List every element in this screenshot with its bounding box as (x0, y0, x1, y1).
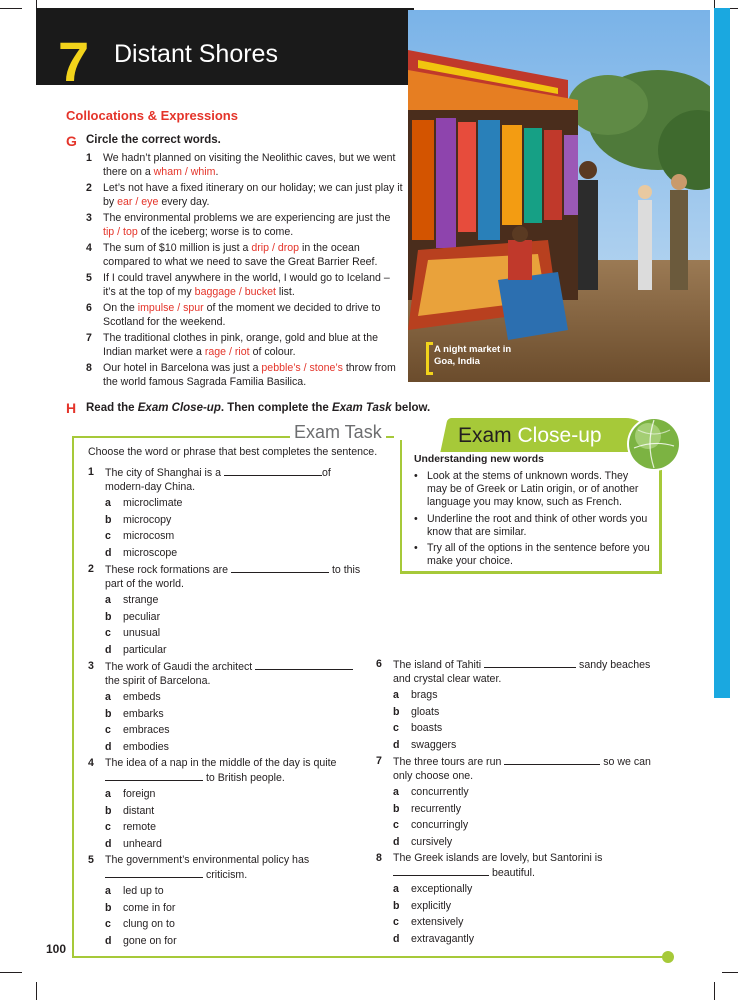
answer-option[interactable] (88, 708, 368, 722)
answer-option[interactable] (88, 902, 368, 916)
option-text: extensively (411, 916, 464, 928)
answer-option[interactable] (88, 627, 368, 641)
closeup-tip (414, 513, 650, 539)
bullet-icon: • (414, 470, 418, 482)
word-choice[interactable]: tip / top (103, 225, 138, 238)
bullet-icon: • (414, 542, 418, 555)
question-text: beautiful. (489, 866, 535, 879)
question-text: the spirit of Barcelona. (105, 674, 211, 687)
option-text: boasts (411, 722, 443, 734)
crop-mark (714, 982, 715, 1000)
option-letter: b (105, 901, 112, 914)
question-text: The work of Gaudi the architect (105, 661, 256, 673)
option-letter: a (105, 594, 111, 606)
instruction-ref: Exam Close-up (137, 402, 221, 414)
option-letter: b (105, 610, 112, 623)
option-letter: a (105, 691, 111, 703)
item-text: Our hotel in Barcelona was just a (103, 362, 262, 374)
crop-mark (0, 972, 22, 973)
answer-option[interactable] (88, 788, 368, 802)
option-letter: d (393, 738, 400, 751)
question-number: 1 (88, 466, 94, 478)
option-letter: d (105, 740, 112, 753)
option-letter: a (105, 788, 111, 800)
question-number: 5 (88, 854, 94, 866)
answer-option[interactable] (376, 739, 666, 753)
exam-task-intro: Choose the word or phrase that best completes the sentence. (88, 446, 378, 458)
question-text: The three tours are run (393, 756, 505, 768)
crop-mark (36, 982, 37, 1000)
answer-option[interactable] (376, 819, 666, 833)
question-text: The government’s environmental policy has (105, 854, 310, 866)
caption-bracket (426, 342, 433, 375)
answer-option[interactable] (88, 514, 368, 528)
question-stem (88, 854, 368, 882)
option-letter: c (393, 722, 399, 734)
answer-option[interactable] (88, 918, 368, 932)
answer-option[interactable] (88, 805, 368, 819)
answer-option[interactable] (88, 821, 368, 835)
exercise-g-instruction: Circle the correct words. (86, 134, 221, 146)
question-number: 3 (88, 660, 94, 672)
word-choice[interactable]: rage / riot (204, 345, 250, 358)
item-text: The traditional clothes in pink, orange, gold and blue at the Indian market were a (103, 332, 379, 358)
item-number: 7 (86, 332, 92, 344)
option-letter: c (105, 918, 111, 930)
answer-option[interactable] (376, 900, 666, 914)
closeup-title-text: Exam (458, 424, 518, 447)
answer-blank[interactable] (393, 866, 489, 876)
question-stem (376, 658, 666, 686)
question (88, 854, 368, 948)
option-text: cursively (411, 835, 453, 848)
item-text: We hadn’t planned on visiting the Neolithic caves, but we went there on a (103, 152, 396, 178)
answer-option[interactable] (376, 706, 666, 720)
option-letter: c (105, 821, 111, 833)
option-text: remote (123, 821, 156, 833)
item-number: 8 (86, 362, 92, 374)
option-text: unusual (123, 627, 161, 639)
question-stem (376, 755, 666, 783)
caption-line: Goa, India (434, 356, 480, 367)
option-text: concurringly (411, 819, 469, 831)
word-choice[interactable]: drip / drop (251, 242, 300, 254)
answer-option[interactable] (88, 885, 368, 899)
item-text: The sum of $10 million is just a (103, 242, 252, 254)
answer-option[interactable] (376, 803, 666, 817)
item-number: 6 (86, 302, 92, 314)
unit-number: 7 (58, 30, 88, 93)
option-letter: d (105, 837, 112, 850)
answer-option[interactable] (88, 691, 368, 705)
answer-option[interactable] (88, 611, 368, 625)
item-text: . (215, 165, 219, 178)
question-stem (376, 852, 666, 880)
exercise-h-instruction (86, 402, 430, 414)
question-number: 6 (376, 658, 382, 670)
item-text: The environmental problems we are experiencing are just the (103, 212, 391, 224)
answer-option[interactable] (88, 547, 368, 561)
option-text: explicitly (411, 899, 452, 912)
exam-task-frame (72, 956, 668, 958)
option-text: swaggers (411, 738, 457, 751)
option-text: particular (123, 643, 167, 656)
answer-option[interactable] (88, 644, 368, 658)
option-letter: a (393, 689, 399, 701)
option-text: unheard (123, 837, 162, 850)
option-text: embodies (123, 740, 169, 753)
item-text: every day. (158, 195, 210, 208)
option-letter: b (393, 705, 400, 718)
option-letter: d (393, 932, 400, 945)
answer-option[interactable] (88, 530, 368, 544)
item-number: 3 (86, 212, 92, 224)
option-text: led up to (123, 885, 164, 897)
answer-option[interactable] (376, 836, 666, 850)
instruction-text: below. (391, 402, 431, 414)
answer-blank[interactable] (255, 660, 353, 670)
exam-task-title: Exam Task (290, 422, 386, 443)
option-text: extravagantly (411, 932, 475, 945)
word-choice[interactable]: pebble’s / stone’s (261, 362, 343, 374)
page-number: 100 (46, 942, 67, 956)
closeup-tip (414, 542, 650, 568)
item-number: 1 (86, 152, 92, 164)
item-number: 4 (86, 242, 92, 254)
answer-blank[interactable] (484, 658, 576, 668)
option-letter: c (105, 530, 111, 542)
answer-option[interactable] (376, 722, 666, 736)
option-text: embeds (123, 691, 161, 703)
word-choice[interactable]: wham / whim (153, 165, 216, 178)
option-text: peculiar (123, 610, 161, 623)
closeup-heading: Understanding new words (414, 454, 544, 465)
item-text: On the (103, 302, 138, 314)
tip-text: Underline the root and think of other words you know that are similar. (427, 512, 648, 538)
option-letter: d (393, 835, 400, 848)
word-choice[interactable]: ear / eye (117, 195, 159, 208)
item-text: of the iceberg; worse is to come. (137, 225, 294, 238)
item-text: of the moment we decided to drive to Scotland for the weekend. (103, 302, 381, 328)
question-stem (88, 660, 368, 688)
question-text: so we can only choose one. (393, 756, 651, 782)
option-letter: a (393, 883, 399, 895)
exercise-item (86, 182, 404, 209)
item-text: in the ocean compared to what we need to save the Great Barrier Reef. (103, 242, 378, 268)
question-text: The island of Tahiti (393, 659, 485, 671)
closeup-title-accent: Close-up (517, 424, 602, 447)
answer-option[interactable] (88, 594, 368, 608)
option-text: brags (411, 689, 438, 701)
question-text: sandy beaches and crystal clear water. (393, 659, 651, 685)
question-stem (88, 466, 368, 494)
answer-option[interactable] (88, 741, 368, 755)
item-text: list. (275, 285, 295, 298)
option-text: embarks (123, 707, 164, 720)
word-choice[interactable]: baggage / bucket (194, 285, 276, 298)
question-text: to British people. (203, 771, 285, 784)
item-number: 5 (86, 272, 92, 284)
question (376, 658, 666, 752)
market-illustration (408, 10, 710, 382)
option-text: recurrently (411, 802, 462, 815)
answer-blank[interactable] (105, 868, 203, 878)
option-text: gone on for (123, 934, 177, 947)
question (376, 755, 666, 849)
option-text: microscope (123, 546, 178, 559)
photo-caption (434, 344, 544, 368)
question-number: 2 (88, 563, 94, 575)
question-text: These rock formations are (105, 564, 231, 576)
exercise-g-list (86, 152, 404, 392)
option-letter: b (105, 707, 112, 720)
answer-option[interactable] (376, 689, 666, 703)
answer-option[interactable] (376, 933, 666, 947)
option-text: embraces (123, 724, 170, 736)
option-letter: c (393, 916, 399, 928)
option-letter: d (105, 934, 112, 947)
exam-task-frame (72, 436, 74, 958)
option-text: microcosm (123, 530, 175, 542)
question-stem (88, 757, 368, 785)
tip-text: Try all of the options in the sentence before you make your choice. (427, 542, 650, 568)
question (88, 757, 368, 851)
exercise-letter-g: G (66, 133, 77, 149)
exercise-item (86, 242, 404, 269)
option-text: foreign (123, 788, 156, 800)
option-text: microclimate (123, 497, 183, 509)
answer-blank[interactable] (224, 466, 322, 476)
question-text: The Greek islands are lovely, but Santorini is (393, 852, 603, 864)
item-text: If I could travel anywhere in the world, I would go to Iceland – it’s at the top of my (103, 272, 390, 298)
exercise-item (86, 272, 404, 299)
answer-option[interactable] (88, 497, 368, 511)
option-letter: b (105, 804, 112, 817)
instruction-text: . Then complete the (220, 402, 333, 414)
question-number: 4 (88, 757, 94, 769)
option-letter: b (393, 899, 400, 912)
option-text: microcopy (123, 513, 172, 526)
option-letter: a (105, 885, 111, 897)
option-letter: c (393, 819, 399, 831)
answer-option[interactable] (88, 935, 368, 949)
question-stem (88, 563, 368, 591)
instruction-text: Read the (86, 402, 138, 414)
crop-mark (722, 972, 738, 973)
question-number: 7 (376, 755, 382, 767)
caption-line: A night market in (434, 344, 512, 355)
exercise-item (86, 302, 404, 329)
question-text: to this part of the world. (105, 564, 361, 590)
exam-questions-right (376, 658, 666, 949)
item-number: 2 (86, 182, 92, 194)
question (88, 660, 368, 754)
option-letter: c (105, 724, 111, 736)
question (376, 852, 666, 946)
question-text: criticism. (203, 868, 248, 881)
side-color-strip (714, 8, 730, 698)
option-text: exceptionally (411, 883, 473, 895)
option-text: clung on to (123, 918, 175, 930)
bullet-icon: • (414, 512, 418, 525)
closeup-tip (414, 470, 650, 510)
answer-blank[interactable] (231, 563, 329, 573)
option-text: come in for (123, 901, 176, 914)
option-text: distant (123, 804, 155, 817)
option-letter: a (105, 497, 111, 509)
exercise-letter-h: H (66, 400, 77, 416)
option-text: gloats (411, 705, 440, 718)
option-text: concurrently (411, 786, 469, 798)
option-letter: d (105, 643, 112, 656)
word-choice[interactable]: impulse / spur (137, 302, 204, 314)
crop-mark (0, 8, 22, 9)
question (88, 563, 368, 657)
question-number: 8 (376, 852, 382, 864)
exercise-item (86, 332, 404, 359)
tip-text: Look at the stems of unknown words. They may be of Greek or Latin origin, or of another language you may know, such as French. (427, 470, 639, 509)
question-text: of modern-day China. (105, 467, 331, 493)
option-letter: b (393, 802, 400, 815)
exercise-item (86, 152, 404, 179)
item-text: throw from the world famous Sagrada Familia Basilica. (103, 362, 396, 388)
section-title: Collocations & Expressions (66, 108, 238, 123)
question-text: The idea of a nap in the middle of the day is quite (105, 757, 337, 769)
item-text: Let’s not have a fixed itinerary on our holiday; we can just play it by (103, 182, 403, 208)
answer-option[interactable] (376, 786, 666, 800)
option-text: strange (123, 594, 159, 606)
unit-title: Distant Shores (114, 40, 278, 68)
answer-option[interactable] (376, 916, 666, 930)
exam-questions-left (88, 466, 368, 951)
answer-option[interactable] (88, 838, 368, 852)
exercise-item (86, 362, 404, 389)
market-photo (408, 10, 710, 382)
exercise-item (86, 212, 404, 239)
option-letter: b (105, 513, 112, 526)
item-text: of colour. (249, 345, 296, 358)
option-letter: d (105, 546, 112, 559)
answer-option[interactable] (376, 883, 666, 897)
exam-closeup-title (458, 424, 602, 448)
closeup-tips (414, 470, 650, 571)
question-text: The city of Shanghai is a (105, 467, 224, 479)
question (88, 466, 368, 560)
instruction-ref: Exam Task (332, 402, 392, 414)
frame-dot (662, 951, 674, 963)
option-letter: a (393, 786, 399, 798)
answer-option[interactable] (88, 724, 368, 738)
answer-blank[interactable] (105, 771, 203, 781)
option-letter: c (105, 627, 111, 639)
answer-blank[interactable] (504, 755, 600, 765)
